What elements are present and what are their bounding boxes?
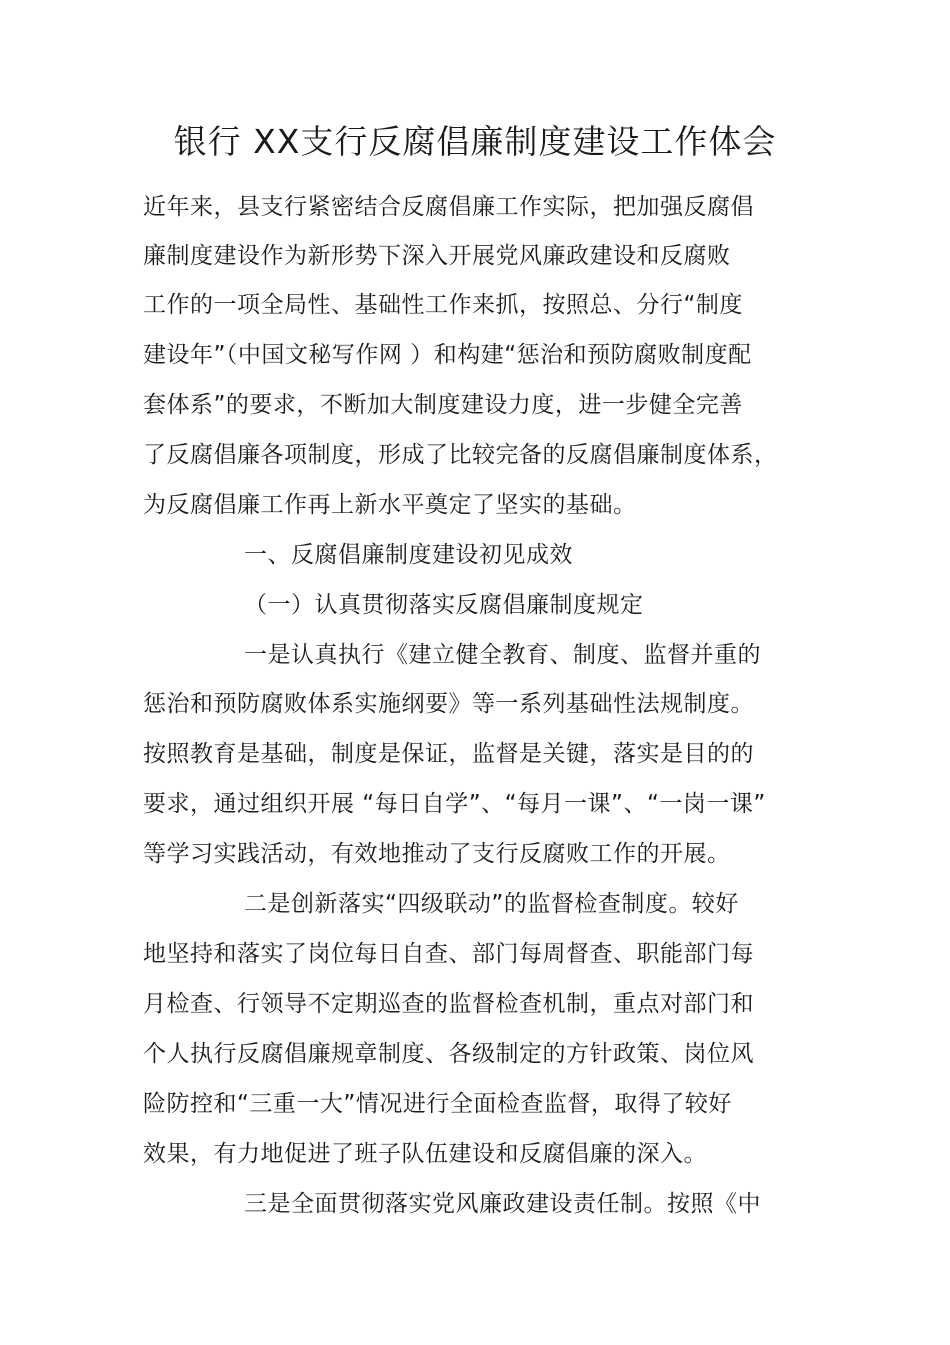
paragraph-line: 要求，通过组织开展 “每日自学”、“每月一课”、“一岗一课” [143, 791, 766, 817]
paragraph-line: 二是创新落实“四级联动”的监督检查制度。较好 [244, 891, 739, 917]
paragraph-line: 月检查、行领导不定期巡查的监督检查机制，重点对部门和 [143, 991, 754, 1017]
paragraph-line: 工作的一项全局性、基础性工作来抓，按照总、分行“制度 [143, 292, 743, 318]
paragraph-line: 为反腐倡廉工作再上新水平奠定了坚实的基础。 [143, 492, 637, 518]
paragraph-line: 一是认真执行《建立健全教育、制度、监督并重的 [244, 642, 761, 668]
section-heading: 一、反腐倡廉制度建设初见成效 [244, 542, 573, 568]
document-title: 银行 XX支行反腐倡廉制度建设工作体会 [173, 122, 777, 161]
paragraph-line: 套体系”的要求，不断加大制度建设力度，进一步健全完善 [143, 392, 743, 418]
paragraph-line: 等学习实践活动，有效地推动了支行反腐败工作的开展。 [143, 841, 731, 867]
paragraph-line: 地坚持和落实了岗位每日自查、部门每周督查、职能部门每 [143, 941, 754, 967]
paragraph-line: 近年来，县支行紧密结合反腐倡廉工作实际，把加强反腐倡 [143, 194, 754, 220]
subsection-heading: （一）认真贯彻落实反腐倡廉制度规定 [244, 592, 644, 618]
paragraph-line: 险防控和“三重一大”情况进行全面检查监督，取得了较好 [143, 1091, 732, 1117]
paragraph-line: 个人执行反腐倡廉规章制度、各级制定的方针政策、岗位风 [143, 1041, 754, 1067]
paragraph-line: 三是全面贯彻落实党风廉政建设责任制。按照《中 [244, 1191, 761, 1217]
paragraph-line: 了反腐倡廉各项制度，形成了比较完备的反腐倡廉制度体系， [143, 442, 778, 468]
paragraph-line: 建设年”（中国文秘写作网 ）和构建“惩治和预防腐败制度配 [143, 342, 752, 368]
paragraph-line: 惩治和预防腐败体系实施纲要》等一系列基础性法规制度。 [143, 691, 754, 717]
paragraph-line: 效果，有力地促进了班子队伍建设和反腐倡廉的深入。 [143, 1141, 707, 1167]
paragraph-line: 廉制度建设作为新形势下深入开展党风廉政建设和反腐败 [143, 243, 731, 269]
paragraph-line: 按照教育是基础，制度是保证，监督是关键，落实是目的的 [143, 741, 754, 767]
